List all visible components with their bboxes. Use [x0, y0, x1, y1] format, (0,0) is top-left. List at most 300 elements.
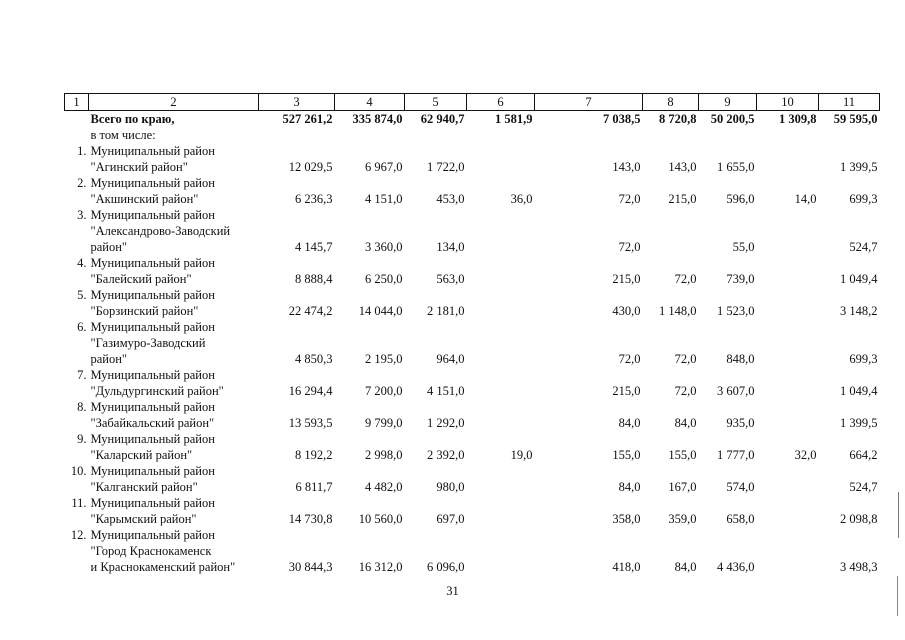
column-header: 4 [335, 94, 405, 111]
value-cell: 1 581,9 [495, 112, 533, 126]
value-cell [535, 207, 643, 223]
value-cell: 134,0 [436, 240, 465, 254]
table-row [65, 399, 880, 415]
value-cell [819, 255, 880, 271]
table-row [65, 559, 880, 575]
value-cell [699, 463, 757, 479]
table-row [65, 159, 880, 175]
district-name-line: Муниципальный район [90, 400, 215, 414]
value-cell: 32,0 [794, 448, 817, 462]
value-cell [819, 175, 880, 191]
value-cell [535, 463, 643, 479]
value-cell: 7 200,0 [365, 384, 403, 398]
value-cell [819, 287, 880, 303]
value-cell [699, 255, 757, 271]
value-cell [405, 143, 467, 159]
value-cell: 50 200,5 [710, 112, 755, 126]
row-number: 7. [77, 368, 87, 382]
row-number [65, 479, 89, 495]
value-cell [535, 335, 643, 351]
district-name-line: Муниципальный район [90, 496, 215, 510]
row-number [65, 191, 89, 207]
district-name-line: Муниципальный район [90, 368, 215, 382]
value-cell [405, 255, 467, 271]
row-number: 1. [77, 144, 87, 158]
table-row [65, 351, 880, 367]
value-cell [335, 527, 405, 543]
value-cell [757, 143, 819, 159]
value-cell [335, 335, 405, 351]
value-cell [643, 335, 699, 351]
value-cell [335, 367, 405, 383]
value-cell: 359,0 [668, 512, 697, 526]
district-name-line: "Борзинский район" [90, 304, 199, 318]
value-cell [405, 127, 467, 143]
table-row [65, 495, 880, 511]
table-row [65, 415, 880, 431]
row-number: 9. [77, 432, 87, 446]
value-cell [259, 143, 335, 159]
value-cell [535, 319, 643, 335]
value-cell [757, 319, 819, 335]
table-row [65, 143, 880, 159]
value-cell [819, 367, 880, 383]
value-cell: 215,0 [612, 384, 641, 398]
value-cell [819, 127, 880, 143]
district-name-line: в том числе: [90, 128, 156, 142]
value-cell [535, 143, 643, 159]
district-name-line: "Александрово-Заводский [90, 224, 231, 238]
budget-table [64, 93, 880, 575]
value-cell [757, 207, 819, 223]
value-cell [535, 495, 643, 511]
value-cell [757, 383, 819, 399]
value-cell [643, 367, 699, 383]
district-name-line: Муниципальный район [90, 432, 215, 446]
value-cell: 19,0 [510, 448, 533, 462]
value-cell [757, 399, 819, 415]
value-cell: 215,0 [668, 192, 697, 206]
value-cell [757, 415, 819, 431]
value-cell [699, 335, 757, 351]
value-cell [643, 463, 699, 479]
value-cell [643, 223, 699, 239]
value-cell: 215,0 [612, 272, 641, 286]
district-name-line: "Каларский район" [90, 448, 193, 462]
value-cell: 524,7 [849, 480, 878, 494]
value-cell [467, 495, 535, 511]
district-name-line: "Забайкальский район" [90, 416, 215, 430]
value-cell: 3 148,2 [840, 304, 878, 318]
value-cell: 658,0 [726, 512, 755, 526]
value-cell [467, 351, 535, 367]
value-cell [535, 367, 643, 383]
table-row [65, 303, 880, 319]
value-cell [757, 527, 819, 543]
district-name-line: Муниципальный район [90, 144, 215, 158]
district-name-line: Муниципальный район [90, 208, 215, 222]
value-cell [699, 175, 757, 191]
value-cell [467, 335, 535, 351]
value-cell [467, 303, 535, 319]
table-row [65, 479, 880, 495]
value-cell: 1 655,0 [717, 160, 755, 174]
value-cell [535, 287, 643, 303]
row-number [65, 111, 89, 128]
value-cell: 1 399,5 [840, 416, 878, 430]
table-row [65, 223, 880, 239]
value-cell: 3 498,3 [840, 560, 878, 574]
district-name-line: "Балейский район" [90, 272, 192, 286]
value-cell: 13 593,5 [288, 416, 333, 430]
value-cell [643, 255, 699, 271]
value-cell [535, 399, 643, 415]
value-cell [405, 287, 467, 303]
value-cell: 739,0 [726, 272, 755, 286]
value-cell [643, 239, 699, 255]
value-cell: 1 309,8 [779, 112, 817, 126]
value-cell: 72,0 [674, 272, 697, 286]
row-number: 12. [70, 528, 87, 542]
value-cell [819, 143, 880, 159]
value-cell [643, 287, 699, 303]
value-cell: 16 312,0 [358, 560, 403, 574]
value-cell [699, 127, 757, 143]
value-cell [535, 127, 643, 143]
value-cell [699, 207, 757, 223]
value-cell: 14 044,0 [358, 304, 403, 318]
row-number [65, 511, 89, 527]
table-row [65, 527, 880, 543]
row-number [65, 159, 89, 175]
row-number: 4. [77, 256, 87, 270]
value-cell: 55,0 [732, 240, 755, 254]
value-cell: 167,0 [668, 480, 697, 494]
district-name-line: Всего по краю, [90, 112, 175, 126]
value-cell [467, 479, 535, 495]
value-cell [643, 527, 699, 543]
value-cell: 8 192,2 [295, 448, 333, 462]
district-name-line: Муниципальный район [90, 320, 215, 334]
table-row [65, 463, 880, 479]
value-cell [467, 367, 535, 383]
value-cell: 3 360,0 [365, 240, 403, 254]
value-cell: 358,0 [612, 512, 641, 526]
value-cell [259, 527, 335, 543]
row-number [65, 559, 89, 575]
value-cell [757, 511, 819, 527]
value-cell [535, 431, 643, 447]
value-cell [819, 543, 880, 559]
value-cell [405, 207, 467, 223]
district-name-line: "Город Краснокаменск [90, 544, 212, 558]
value-cell [643, 143, 699, 159]
value-cell [259, 543, 335, 559]
value-cell [757, 223, 819, 239]
value-cell [467, 239, 535, 255]
value-cell: 7 038,5 [603, 112, 641, 126]
row-number [65, 223, 89, 239]
value-cell [467, 511, 535, 527]
value-cell: 22 474,2 [288, 304, 333, 318]
value-cell [819, 223, 880, 239]
value-cell [467, 255, 535, 271]
table-row [65, 271, 880, 287]
value-cell [757, 271, 819, 287]
value-cell [699, 143, 757, 159]
value-cell [405, 399, 467, 415]
value-cell: 14 730,8 [288, 512, 333, 526]
value-cell [335, 287, 405, 303]
value-cell [335, 143, 405, 159]
column-header: 9 [699, 94, 757, 111]
table-row [65, 335, 880, 351]
value-cell: 143,0 [668, 160, 697, 174]
value-cell [467, 415, 535, 431]
value-cell [259, 255, 335, 271]
value-cell [757, 159, 819, 175]
value-cell [335, 399, 405, 415]
value-cell: 1 523,0 [717, 304, 755, 318]
value-cell [259, 319, 335, 335]
value-cell [757, 239, 819, 255]
district-name-line: Муниципальный район [90, 176, 215, 190]
value-cell: 2 392,0 [427, 448, 465, 462]
value-cell: 2 181,0 [427, 304, 465, 318]
value-cell: 1 722,0 [427, 160, 465, 174]
row-number: 3. [77, 208, 87, 222]
value-cell [643, 207, 699, 223]
value-cell [467, 463, 535, 479]
value-cell: 4 850,3 [295, 352, 333, 366]
value-cell: 335 874,0 [352, 112, 403, 126]
value-cell [699, 399, 757, 415]
value-cell [819, 319, 880, 335]
value-cell: 8 720,8 [659, 112, 697, 126]
value-cell: 1 148,0 [659, 304, 697, 318]
district-name-line: район" [90, 352, 128, 366]
value-cell: 4 436,0 [717, 560, 755, 574]
value-cell: 10 560,0 [358, 512, 403, 526]
table-row [65, 383, 880, 399]
value-cell [757, 127, 819, 143]
value-cell: 1 399,5 [840, 160, 878, 174]
value-cell [467, 383, 535, 399]
district-name-line: "Агинский район" [90, 160, 188, 174]
value-cell: 596,0 [726, 192, 755, 206]
district-name-line: район" [90, 240, 128, 254]
value-cell [699, 319, 757, 335]
value-cell [259, 399, 335, 415]
table-row [65, 367, 880, 383]
value-cell [757, 255, 819, 271]
value-cell [467, 223, 535, 239]
value-cell [335, 127, 405, 143]
value-cell: 36,0 [510, 192, 533, 206]
value-cell [757, 495, 819, 511]
value-cell [643, 399, 699, 415]
table-row [65, 447, 880, 463]
value-cell [699, 543, 757, 559]
value-cell: 155,0 [668, 448, 697, 462]
district-name-line: "Акшинский район" [90, 192, 199, 206]
value-cell [699, 287, 757, 303]
value-cell [757, 175, 819, 191]
value-cell [757, 463, 819, 479]
value-cell: 418,0 [612, 560, 641, 574]
value-cell: 59 595,0 [833, 112, 878, 126]
value-cell [467, 127, 535, 143]
value-cell [405, 335, 467, 351]
value-cell: 72,0 [618, 240, 641, 254]
value-cell [405, 543, 467, 559]
column-number-row [65, 94, 880, 111]
value-cell [535, 527, 643, 543]
value-cell [259, 287, 335, 303]
value-cell [467, 207, 535, 223]
value-cell [757, 479, 819, 495]
value-cell [335, 223, 405, 239]
row-number [65, 415, 89, 431]
district-name-line: "Карымский район" [90, 512, 197, 526]
value-cell [757, 287, 819, 303]
value-cell [405, 495, 467, 511]
row-number [65, 271, 89, 287]
value-cell [757, 543, 819, 559]
value-cell: 84,0 [674, 560, 697, 574]
row-number [65, 383, 89, 399]
value-cell [643, 127, 699, 143]
column-header: 3 [259, 94, 335, 111]
value-cell [643, 319, 699, 335]
value-cell [335, 319, 405, 335]
scan-edge-mark [898, 492, 899, 538]
district-name-line: "Газимуро-Заводский [90, 336, 206, 350]
value-cell [259, 175, 335, 191]
district-name-line: Муниципальный район [90, 256, 215, 270]
value-cell [259, 335, 335, 351]
table-row [65, 191, 880, 207]
value-cell: 1 049,4 [840, 272, 878, 286]
value-cell [757, 303, 819, 319]
value-cell: 2 195,0 [365, 352, 403, 366]
value-cell [405, 463, 467, 479]
value-cell [467, 543, 535, 559]
column-header: 2 [89, 94, 259, 111]
column-header: 5 [405, 94, 467, 111]
page-number: 31 [446, 584, 459, 598]
value-cell [467, 559, 535, 575]
row-number [65, 351, 89, 367]
value-cell: 964,0 [436, 352, 465, 366]
column-header: 7 [535, 94, 643, 111]
value-cell [467, 143, 535, 159]
value-cell [467, 287, 535, 303]
value-cell: 699,3 [849, 192, 878, 206]
table-body [65, 111, 880, 576]
table-row [65, 511, 880, 527]
value-cell [259, 367, 335, 383]
table-row [65, 543, 880, 559]
value-cell: 697,0 [436, 512, 465, 526]
value-cell [757, 367, 819, 383]
value-cell [467, 431, 535, 447]
row-number [65, 543, 89, 559]
row-number: 10. [70, 464, 87, 478]
row-number [65, 447, 89, 463]
value-cell: 72,0 [618, 352, 641, 366]
value-cell [819, 463, 880, 479]
value-cell [757, 431, 819, 447]
value-cell: 155,0 [612, 448, 641, 462]
value-cell [535, 543, 643, 559]
value-cell: 84,0 [618, 480, 641, 494]
total-row [65, 111, 880, 128]
value-cell: 430,0 [612, 304, 641, 318]
value-cell [335, 431, 405, 447]
value-cell: 6 967,0 [365, 160, 403, 174]
value-cell: 84,0 [674, 416, 697, 430]
value-cell [535, 175, 643, 191]
value-cell: 4 145,7 [295, 240, 333, 254]
value-cell [819, 207, 880, 223]
value-cell [259, 223, 335, 239]
table-row [65, 207, 880, 223]
value-cell: 62 940,7 [420, 112, 465, 126]
value-cell [335, 207, 405, 223]
value-cell [467, 319, 535, 335]
value-cell [259, 463, 335, 479]
value-cell [405, 431, 467, 447]
value-cell [259, 127, 335, 143]
value-cell [699, 495, 757, 511]
value-cell [643, 495, 699, 511]
value-cell [467, 399, 535, 415]
value-cell [335, 463, 405, 479]
value-cell [757, 351, 819, 367]
column-header: 1 [65, 94, 89, 111]
value-cell: 6 096,0 [427, 560, 465, 574]
value-cell: 664,2 [849, 448, 878, 462]
row-number: 8. [77, 400, 87, 414]
value-cell [819, 335, 880, 351]
row-number: 6. [77, 320, 87, 334]
value-cell: 3 607,0 [717, 384, 755, 398]
value-cell: 524,7 [849, 240, 878, 254]
value-cell: 980,0 [436, 480, 465, 494]
value-cell [643, 543, 699, 559]
value-cell: 16 294,4 [288, 384, 333, 398]
value-cell [405, 223, 467, 239]
value-cell: 72,0 [674, 384, 697, 398]
value-cell [699, 367, 757, 383]
value-cell [535, 223, 643, 239]
value-cell [757, 559, 819, 575]
row-number [65, 335, 89, 351]
value-cell: 4 151,0 [365, 192, 403, 206]
value-cell [405, 175, 467, 191]
row-number [65, 239, 89, 255]
value-cell: 6 236,3 [295, 192, 333, 206]
value-cell: 72,0 [674, 352, 697, 366]
value-cell: 4 151,0 [427, 384, 465, 398]
value-cell [643, 431, 699, 447]
value-cell [643, 175, 699, 191]
value-cell: 848,0 [726, 352, 755, 366]
value-cell: 453,0 [436, 192, 465, 206]
value-cell [819, 527, 880, 543]
value-cell [259, 431, 335, 447]
